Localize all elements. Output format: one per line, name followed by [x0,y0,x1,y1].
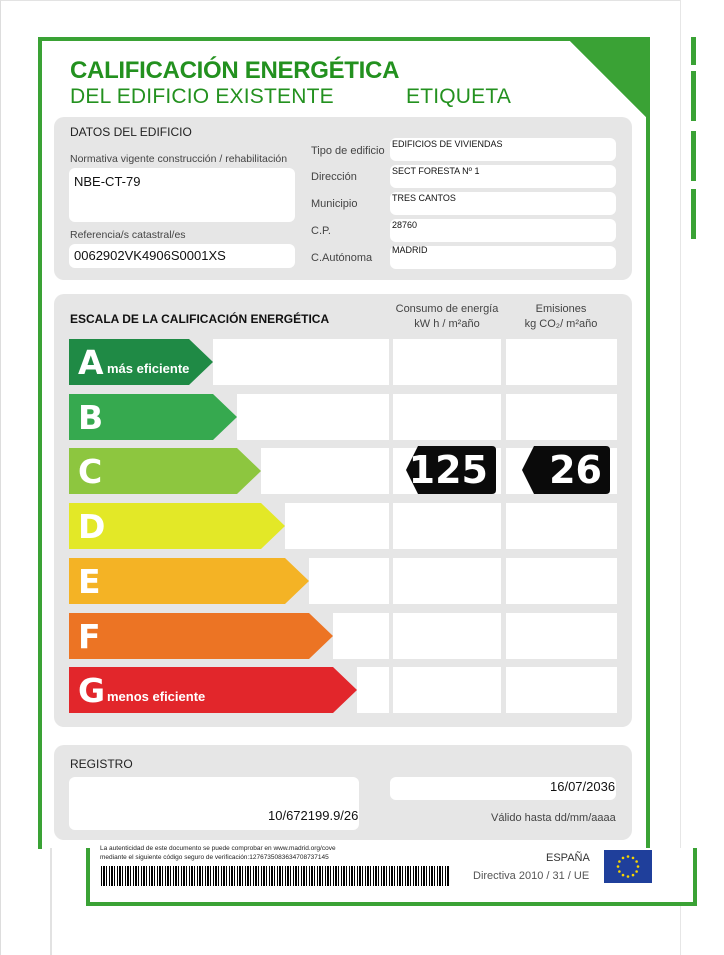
rating-lane [213,339,389,385]
rating-arrow-e [69,558,309,604]
etiqueta-heading: ETIQUETA [406,85,512,108]
rating-lane [309,558,389,604]
referencia-value: 0062902VK4906S0001XS [74,248,226,263]
registro-date: 16/07/2036 [550,779,616,794]
rating-arrow-b [69,394,237,440]
rating-letter: C [78,452,103,491]
rating-letter: G [78,671,106,710]
emisiones-header-line1: Emisiones [535,303,587,315]
consumo-cell [393,394,501,440]
consumo-cell [393,613,501,659]
title-line1: CALIFICACIÓN ENERGÉTICA [70,57,400,84]
rating-arrow-g [69,667,357,713]
registro-number: 10/672199.9/26 [268,808,359,823]
emisiones-cell [506,394,617,440]
country-label: ESPAÑA [546,852,590,864]
side-mark [691,189,696,239]
rating-letter: D [78,507,106,546]
verification-line2: mediante el siguiente código seguro de verificación:1276735083634708737145 [100,854,329,861]
verification-barcode [101,866,449,886]
emisiones-cell [506,339,617,385]
rating-letter: F [78,617,101,656]
side-mark [691,131,696,181]
rating-letter: E [78,562,101,601]
field-value-cp: 28760 [392,220,418,230]
field-label-direccion: Dirección [311,171,357,183]
field-box-cp [390,219,616,242]
field-label-autonoma: C.Autónoma [311,252,373,264]
field-value-municipio: TRES CANTOS [392,193,456,203]
side-mark [691,71,696,121]
rating-lane [285,503,389,549]
emisiones-cell [506,613,617,659]
emisiones-value: 26 [549,448,602,492]
emisiones-header [505,302,617,332]
consumo-header-line1: Consumo de energía [395,303,499,315]
rating-arrow-c [69,448,261,494]
emisiones-cell [506,667,617,713]
rating-arrow-d [69,503,285,549]
registro-title: REGISTRO [70,757,133,771]
footer-left-rule [50,848,52,955]
field-label-municipio: Municipio [311,198,358,210]
normativa-label: Normativa vigente construcción / rehabilitación [70,153,288,165]
rating-arrow-a [69,339,213,385]
title-line2: DEL EDIFICIO EXISTENTE [70,85,334,108]
rating-letter: A [78,343,104,382]
verification-line1: La autenticidad de este documento se puede comprobar en www.madrid.org/cove [100,845,336,852]
rating-arrow-f [69,613,333,659]
eu-flag-icon [604,850,652,883]
scale-section-title: ESCALA DE LA CALIFICACIÓN ENERGÉTICA [70,312,330,326]
emisiones-badge [522,446,610,494]
right-side-strip [680,0,724,955]
rating-sublabel: menos eficiente [107,689,206,704]
emisiones-cell [506,558,617,604]
consumo-cell [393,503,501,549]
field-label-cp: C.P. [311,225,331,237]
rating-lane [357,667,389,713]
consumo-header [392,302,502,332]
referencia-label: Referencia/s catastral/es [70,229,186,241]
emisiones-cell [506,503,617,549]
rating-lane [237,394,389,440]
label-corner-inner [566,37,650,121]
field-label-tipo: Tipo de edificio [311,145,385,157]
field-value-autonoma: MADRID [392,245,428,255]
emisiones-header-line2: kg CO₂/ m²año [524,318,598,330]
rating-letter: B [78,398,104,437]
consumo-header-line2: kW h / m²año [414,318,480,330]
consumo-cell [393,339,501,385]
field-value-tipo: EDIFICIOS DE VIVIENDAS [392,139,503,149]
consumo-value: 125 [408,448,488,492]
side-mark [691,37,696,65]
rating-lane [333,613,389,659]
consumo-cell [393,667,501,713]
rating-lane [261,448,389,494]
field-value-direccion: SECT FORESTA Nº 1 [392,166,480,176]
rating-sublabel: más eficiente [107,361,190,376]
directive-label: Directiva 2010 / 31 / UE [473,870,590,882]
building-section-title: DATOS DEL EDIFICIO [70,125,192,139]
consumo-cell [393,558,501,604]
consumo-badge [406,446,496,494]
normativa-value: NBE-CT-79 [74,174,141,189]
valido-label: Válido hasta dd/mm/aaaa [491,812,616,824]
